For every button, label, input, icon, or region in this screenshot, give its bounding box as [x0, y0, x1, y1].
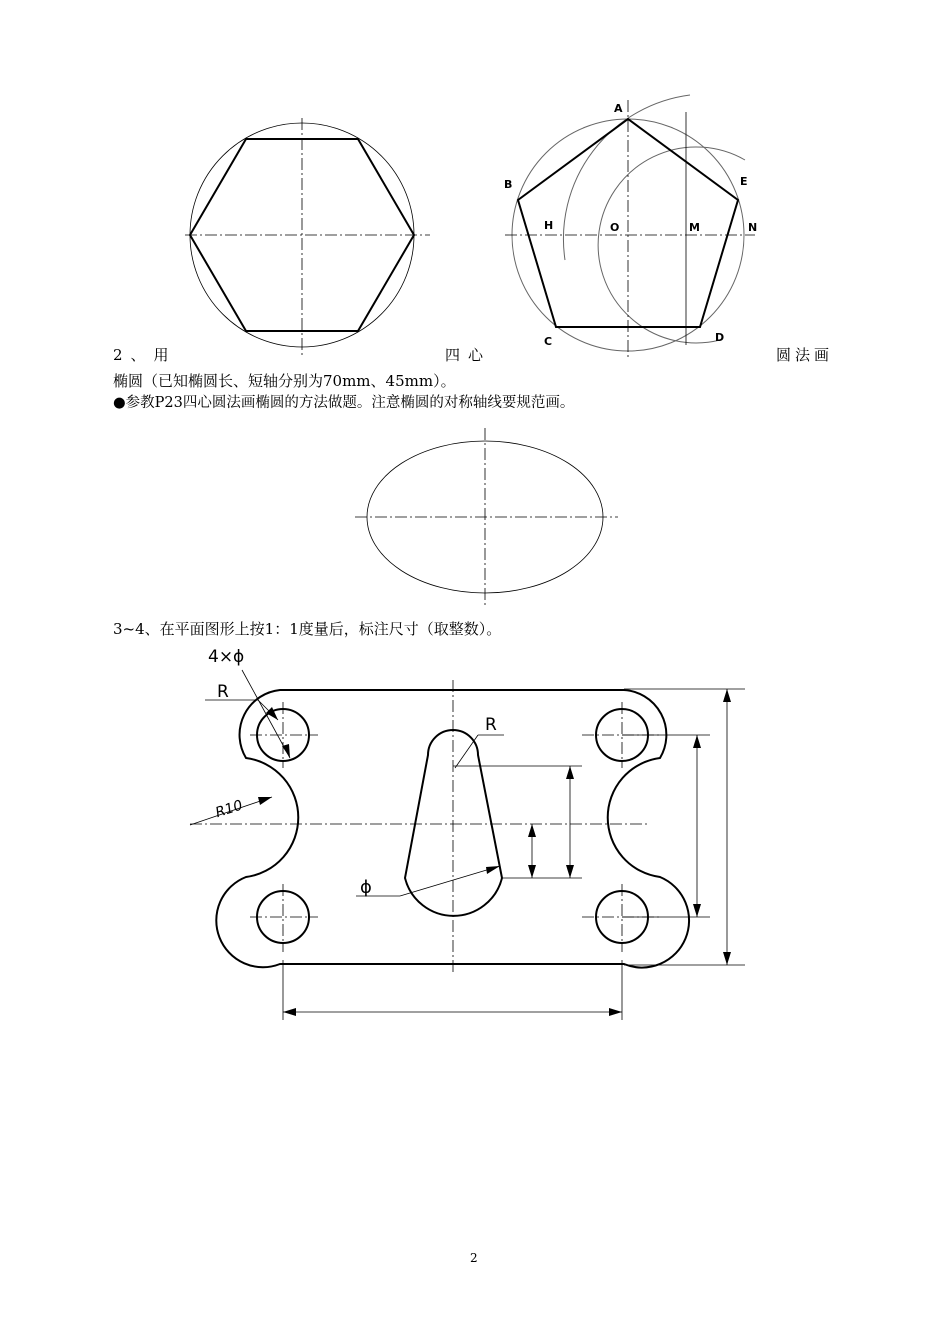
- pent-label-c: C: [544, 335, 553, 348]
- dim-holes-label: 4×ϕ: [208, 647, 245, 667]
- pent-label-m: M: [689, 221, 700, 234]
- slot: [405, 730, 502, 916]
- pentagon-figure: [504, 95, 757, 360]
- section2-note: ●参教P23四心圆法画椭圆的方法做题。注意椭圆的对称轴线要规范画。: [113, 395, 575, 411]
- pent-label-h: H: [544, 219, 554, 232]
- pent-label-d: D: [715, 331, 725, 344]
- section2-line1-b: 四心: [445, 346, 492, 364]
- plate-drawing: [0, 640, 950, 1040]
- dim-r10-label: R10: [213, 797, 245, 822]
- pent-label-a: A: [614, 102, 623, 115]
- holes: [250, 702, 662, 952]
- pent-label-n: N: [748, 221, 758, 234]
- page-number: 2: [470, 1251, 478, 1265]
- section2-line1-a: 2、用: [113, 346, 177, 364]
- pent-label-e: E: [740, 175, 748, 188]
- section2-line2: 椭圆（已知椭圆长、短轴分别为70mm、45mm）。: [113, 372, 456, 390]
- dim-phi-label: ϕ: [360, 877, 372, 898]
- section3-title: 3~4、在平面图形上按1：1度量后，标注尺寸（取整数）。: [113, 620, 502, 638]
- dimension-lines: [190, 670, 745, 1020]
- dim-r-hole-label: R: [217, 682, 229, 702]
- section2-line1-c: 圆法画: [776, 346, 834, 364]
- pent-label-o: O: [610, 221, 620, 234]
- pent-label-b: B: [504, 178, 513, 191]
- hexagon-figure: [185, 118, 430, 355]
- ellipse-figure: [0, 420, 950, 620]
- dim-r-slot-label: R: [485, 715, 497, 735]
- top-figures: [0, 0, 950, 370]
